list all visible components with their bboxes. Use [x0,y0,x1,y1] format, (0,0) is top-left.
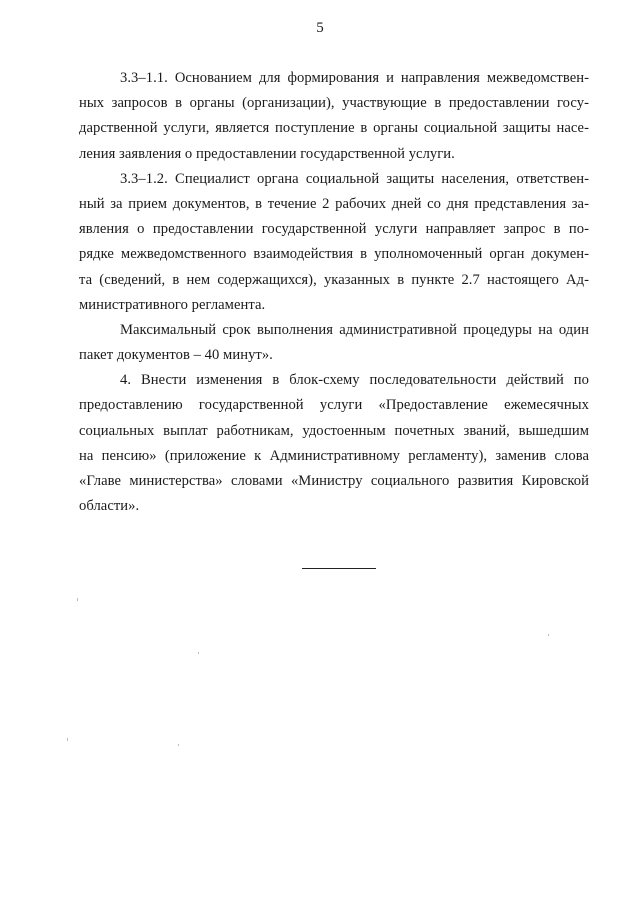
text-line: ления заявления о предоставлении государственной услуги. [79,145,455,162]
scan-speck [198,652,199,654]
document-body [79,66,589,519]
text-line: дарственной услуги, является поступление в органы социальной защиты насе- [79,120,589,137]
text-line: на пенсию» (приложение к Административному регламенту), заменив слова [79,447,589,464]
scan-speck [548,634,549,636]
scan-speck [67,738,68,741]
text-line: социальных выплат работникам, удостоенным почетных званий, вышедшим [79,422,589,439]
text-line: пакет документов – 40 минут». [79,347,273,364]
text-line: рядке межведомственного взаимодействия в уполномоченный орган докумен- [79,246,589,263]
text-line: области». [79,498,140,515]
text-line: ных запросов в органы (организации), участвующие в предоставлении госу- [79,95,589,112]
text-line: явления о предоставлении государственной услуги направляет запрос в по- [79,221,589,238]
text-line: та (сведений, в нем содержащихся), указанных в пункте 2.7 настоящего Ад- [79,271,589,288]
text-line: 4. Внести изменения в блок-схему последовательности действий по [120,372,589,389]
text-line: министративного регламента. [79,296,266,313]
scan-speck [77,598,78,601]
end-separator-line [302,568,376,569]
text-line: 3.3–1.1. Основанием для формирования и направления межведомствен- [120,70,589,86]
scan-speck [178,744,179,746]
text-line: предоставлению государственной услуги «Предоставление ежемесячных [79,397,589,414]
text-line: 3.3–1.2. Специалист органа социальной защиты населения, ответствен- [120,170,589,187]
text-line: ный за прием документов, в течение 2 рабочих дней со дня представления за- [79,195,589,212]
text-line: «Главе министерства» словами «Министру социального развития Кировской [79,473,589,489]
page-number: 5 [316,20,324,36]
text-line: Максимальный срок выполнения административной процедуры на один [120,321,589,338]
